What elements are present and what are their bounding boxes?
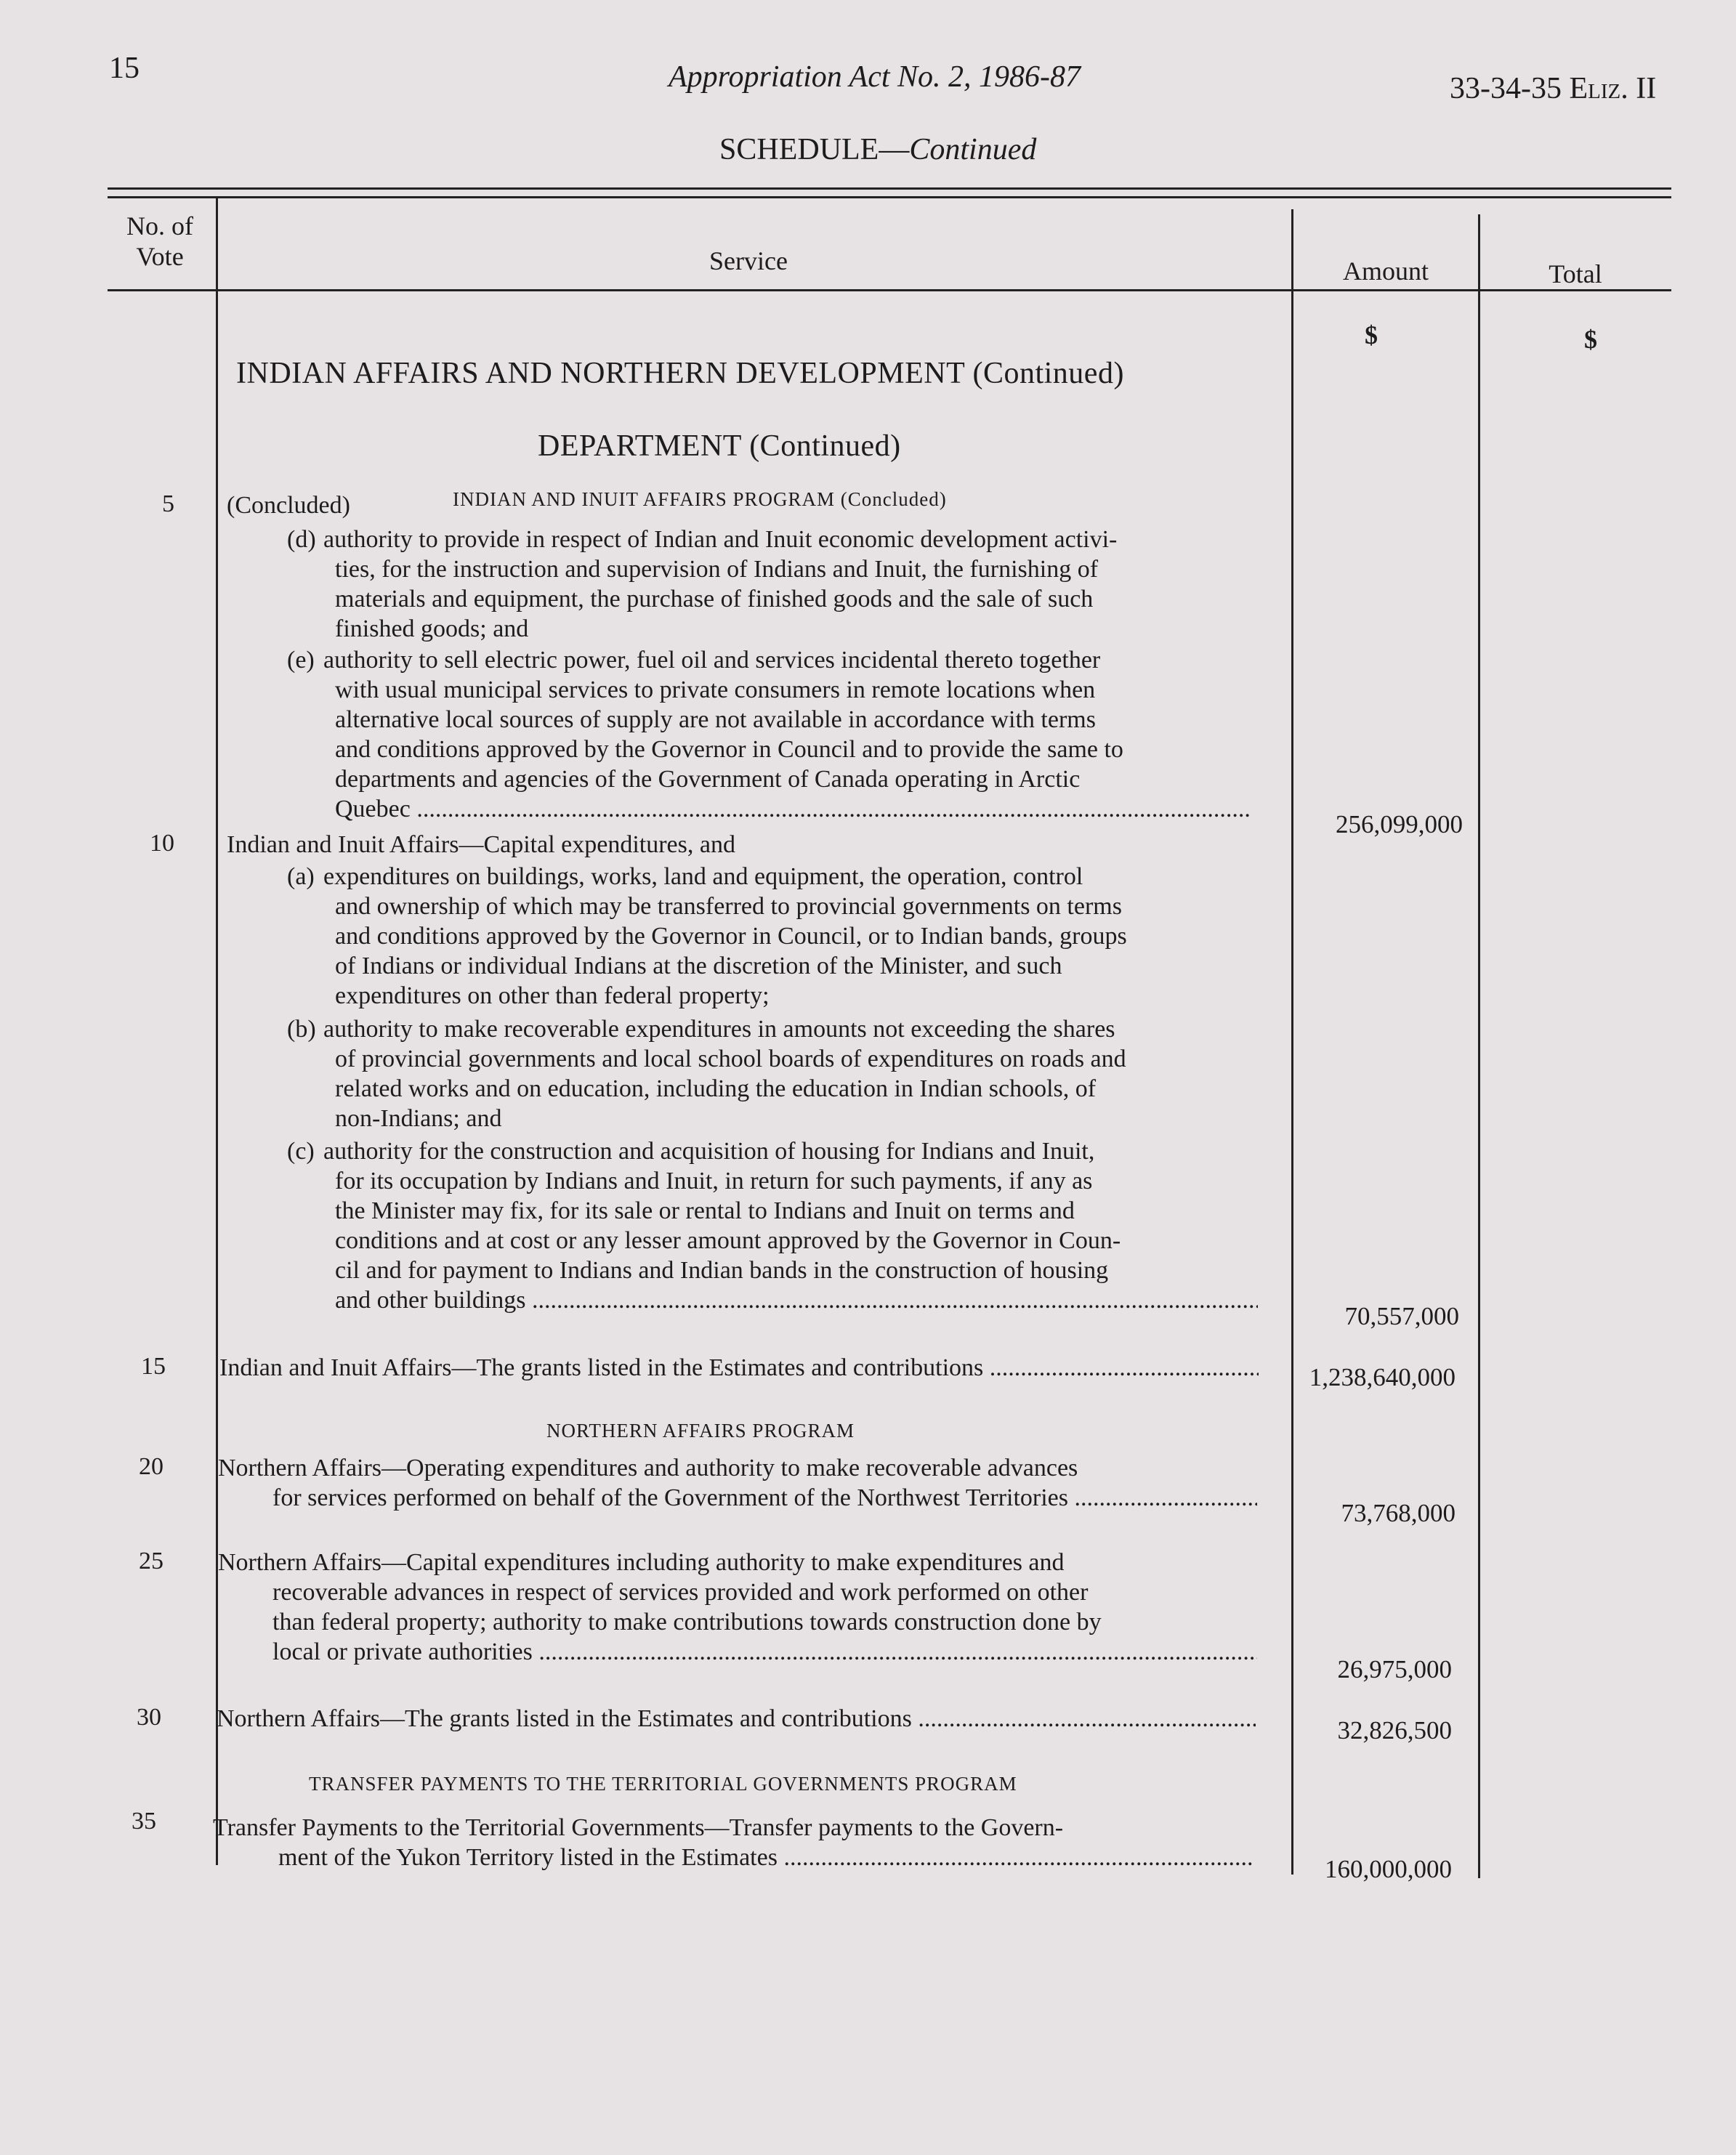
department-heading: DEPARTMENT (Continued) (538, 429, 901, 463)
dot-leader (533, 1638, 1257, 1665)
running-title: Appropriation Act No. 2, 1986-87 (669, 60, 1081, 94)
vote-text (213, 1813, 1263, 1872)
paragraph-line: expenditures on other than federal property; (335, 982, 770, 1009)
vote-line: ment of the Yukon Territory listed in the Estimates (278, 1844, 778, 1871)
regnal-prefix: 33-34-35 (1450, 72, 1562, 105)
vote-line: Northern Affairs—Capital expenditures including authority to make expenditures and (218, 1549, 1065, 1576)
vote-text (218, 1548, 1264, 1667)
col-header-total: Total (1549, 259, 1602, 288)
vote-number: 35 (132, 1808, 156, 1835)
paragraph-label: (e) (287, 647, 315, 674)
vote-number: 20 (139, 1453, 163, 1480)
paragraph-line: ties, for the instruction and supervision of Indians and Inuit, the furnishing of (335, 556, 1099, 583)
col-divider-total (1478, 214, 1480, 1878)
paragraph-label: (c) (287, 1138, 315, 1165)
paragraph-line: related works and on education, including the education in Indian schools, of (335, 1075, 1097, 1102)
paragraph-line: expenditures on buildings, works, land and equipment, the operation, control (323, 863, 1083, 890)
vote-line (217, 1704, 1256, 1734)
paragraph-line: of provincial governments and local school boards of expenditures on roads and (335, 1046, 1126, 1072)
header-bottom-rule (108, 289, 1671, 291)
col-header-service: Service (709, 246, 788, 275)
paragraph-label: (d) (287, 526, 316, 553)
dot-leader (411, 796, 1251, 822)
vote-line: Northern Affairs—Operating expenditures and authority to make recoverable advances (218, 1455, 1078, 1481)
page-number: 15 (109, 52, 140, 85)
vote-number: 10 (150, 830, 174, 857)
paragraph-line: authority for the construction and acquisition of housing for Indians and Inuit, (323, 1138, 1095, 1165)
schedule-title (719, 132, 1036, 167)
program-heading: INDIAN AND INUIT AFFAIRS PROGRAM (Concluded) (453, 488, 947, 510)
vote-line: for services performed on behalf of the Government of the Northwest Territories (272, 1484, 1069, 1511)
paragraph-label: (b) (287, 1016, 316, 1043)
col-header-vote-line2: Vote (136, 242, 184, 271)
paragraph-line: departments and agencies of the Government of Canada operating in Arctic (335, 766, 1081, 793)
vote-amount: 32,826,500 (1337, 1716, 1452, 1744)
regnal-sovereign: Eliz. II (1569, 72, 1657, 105)
col-header-vote-line1: No. of (126, 211, 193, 240)
col-header-vote (109, 211, 211, 272)
schedule-continued: Continued (909, 133, 1037, 166)
paragraph-line: with usual municipal services to private consumers in remote locations when (335, 676, 1096, 703)
paragraph-line: of Indians or individual Indians at the discretion of the Minister, and such (335, 953, 1062, 979)
paragraph-line: conditions and at cost or any lesser amount approved by the Governor in Coun- (335, 1227, 1121, 1254)
paragraph-line: for its occupation by Indians and Inuit, in return for such payments, if any as (335, 1168, 1093, 1194)
program-heading: NORTHERN AFFAIRS PROGRAM (546, 1420, 855, 1442)
dot-leader (983, 1354, 1259, 1381)
vote-line-text: Northern Affairs—The grants listed in the Estimates and contributions (217, 1705, 912, 1732)
paragraph-c (287, 1136, 1275, 1315)
vote-line: than federal property; authority to make contributions towards construction done by (272, 1609, 1102, 1636)
paragraph-line: authority to make recoverable expenditures in amounts not exceeding the shares (323, 1016, 1115, 1043)
ministry-heading: INDIAN AFFAIRS AND NORTHERN DEVELOPMENT (Continued) (236, 357, 1124, 390)
vote-line-text: Indian and Inuit Affairs—The grants listed in the Estimates and contributions (219, 1354, 984, 1381)
paragraph-line: materials and equipment, the purchase of finished goods and the sale of such (335, 586, 1094, 612)
total-unit: $ (1584, 325, 1597, 354)
paragraph-line: alternative local sources of supply are not available in accordance with terms (335, 706, 1096, 733)
vote-line: recoverable advances in respect of services provided and work performed on other (272, 1579, 1089, 1606)
dot-leader (1068, 1484, 1257, 1511)
table-top-rule-1 (108, 187, 1671, 190)
vote-number: 30 (137, 1704, 161, 1731)
paragraph-line: non-Indians; and (335, 1105, 502, 1132)
regnal-year (1450, 71, 1656, 106)
paragraph-d (287, 525, 1275, 644)
paragraph-label: (a) (287, 863, 315, 890)
vote-amount: 26,975,000 (1337, 1655, 1452, 1683)
vote-amount: 256,099,000 (1336, 810, 1463, 838)
vote-line: Transfer Payments to the Territorial Governments—Transfer payments to the Govern- (213, 1814, 1064, 1841)
vote-intro: Indian and Inuit Affairs—Capital expenditures, and (227, 831, 735, 858)
vote-amount: 73,768,000 (1341, 1499, 1456, 1527)
paragraph-a (287, 862, 1275, 1011)
vote-amount: 70,557,000 (1344, 1302, 1459, 1330)
amount-unit: $ (1365, 320, 1378, 349)
paragraph-line: and conditions approved by the Governor in Council and to provide the same to (335, 736, 1123, 763)
col-header-amount: Amount (1342, 256, 1429, 286)
paragraph-e (287, 645, 1275, 824)
paragraph-line: Quebec (335, 796, 411, 822)
paragraph-line: and ownership of which may be transferred to provincial governments on terms (335, 893, 1122, 920)
vote-line: local or private authorities (272, 1638, 533, 1665)
paragraph-line: finished goods; and (335, 615, 529, 642)
dot-leader (912, 1705, 1256, 1732)
vote-number: 5 (162, 490, 174, 517)
vote-amount: 160,000,000 (1325, 1855, 1452, 1883)
schedule-main: SCHEDULE— (719, 133, 910, 166)
vote-number: 15 (141, 1353, 166, 1380)
paragraph-line: the Minister may fix, for its sale or rental to Indians and Inuit on terms and (335, 1197, 1075, 1224)
col-divider-amount (1291, 209, 1293, 1875)
vote-line (219, 1353, 1259, 1383)
paragraph-line: authority to provide in respect of Indian and Inuit economic development activi- (323, 526, 1118, 553)
paragraph-line: and conditions approved by the Governor in Council, or to Indian bands, groups (335, 923, 1127, 950)
vote-text (218, 1453, 1264, 1513)
dot-leader (526, 1287, 1258, 1314)
table-top-rule-2 (108, 196, 1671, 198)
program-heading: TRANSFER PAYMENTS TO THE TERRITORIAL GOVERNMENTS PROGRAM (309, 1773, 1017, 1795)
vote-concluded: (Concluded) (227, 492, 350, 519)
vote-number: 25 (139, 1548, 163, 1574)
dot-leader (778, 1844, 1252, 1871)
paragraph-line: authority to sell electric power, fuel oil and services incidental thereto together (323, 647, 1101, 674)
vote-amount: 1,238,640,000 (1309, 1363, 1456, 1391)
paragraph-line: and other buildings (335, 1287, 526, 1314)
paragraph-b (287, 1014, 1275, 1133)
paragraph-line: cil and for payment to Indians and Indian bands in the construction of housing (335, 1257, 1109, 1284)
